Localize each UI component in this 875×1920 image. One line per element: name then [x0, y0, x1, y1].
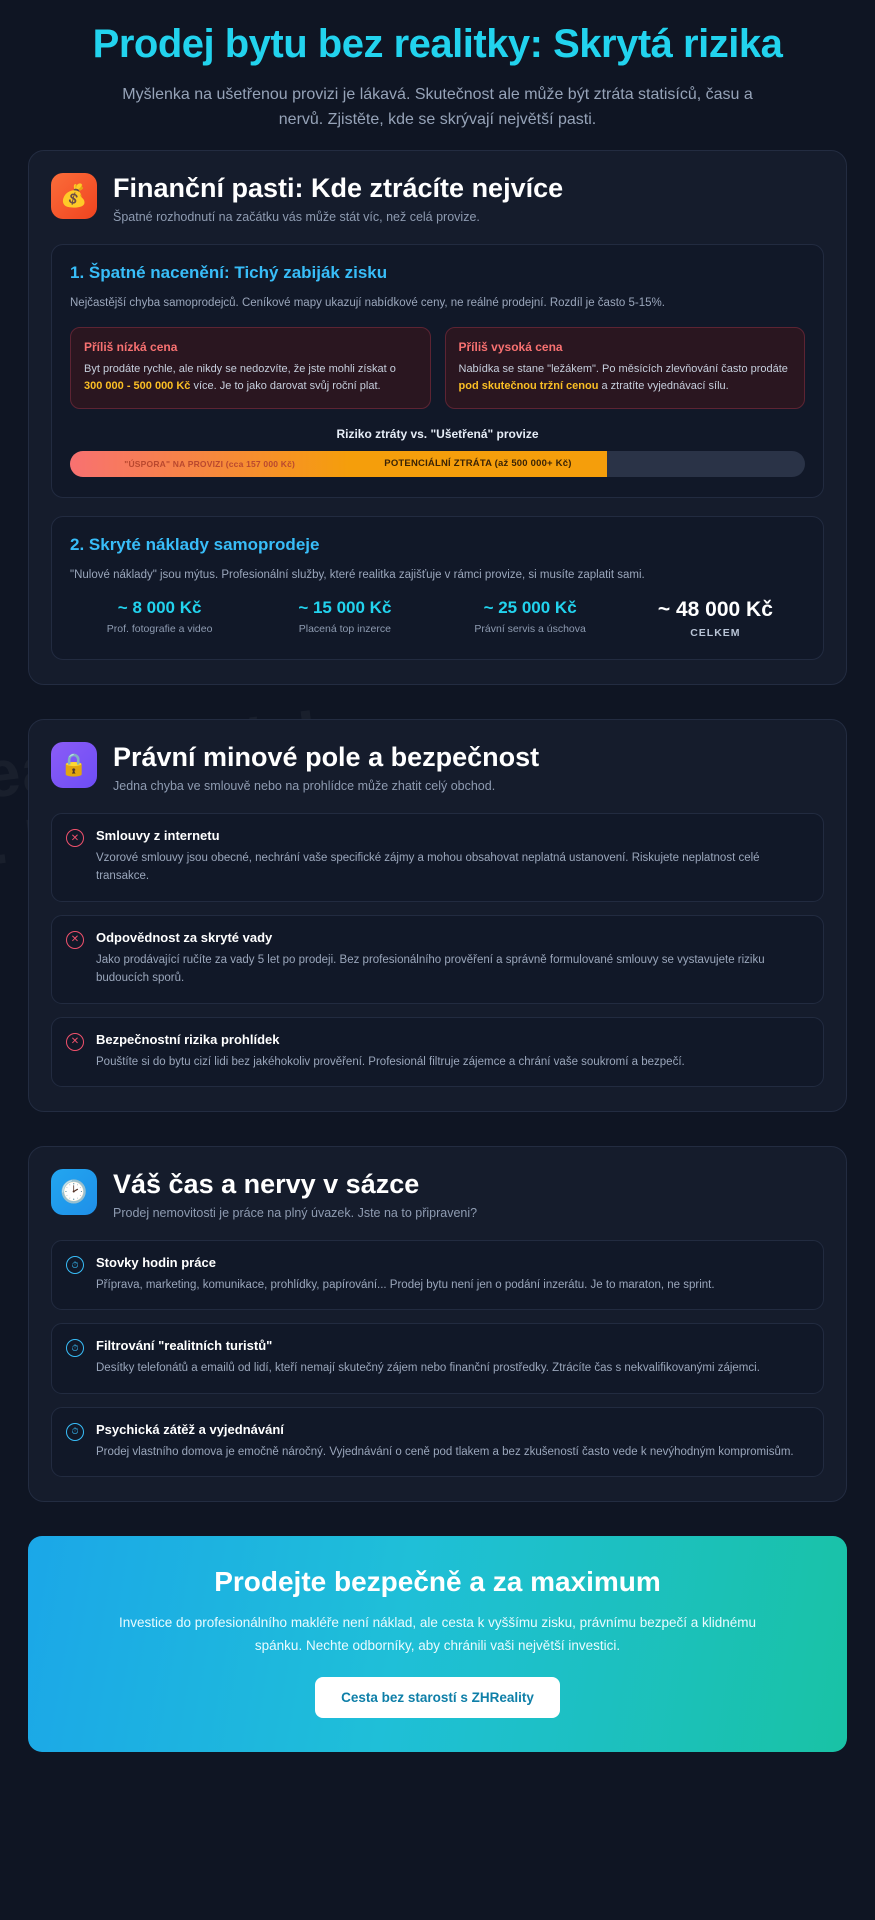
text-before: Byt prodáte rychle, ale nikdy se nedozvíte, že jste mohli získat o [84, 362, 396, 375]
text-after: více. Je to jako darovat svůj roční plat. [190, 379, 381, 392]
subcard-title: 2. Skryté náklady samoprodeje [70, 534, 320, 554]
list-item-title: Smlouvy z internetu [96, 828, 220, 844]
page-title: Prodej bytu bez realitky: Skrytá rizika [92, 22, 783, 66]
list-item [51, 1240, 824, 1310]
cost-value: ~ 15 000 Kč [298, 598, 392, 618]
cost-label: CELKEM [690, 627, 741, 640]
cost-value: ~ 48 000 Kč [657, 598, 773, 622]
price-box-too-high [445, 327, 806, 409]
price-box-title: Příliš vysoká cena [458, 339, 563, 354]
section-time-and-nerves [28, 1146, 847, 1502]
list-item-text: Vzorové smlouvy jsou obecné, nechrání vaše specifické zájmy a mohou obsahovat neplatná ustanovení. Riskujete neplatnost celé transakce. [96, 852, 760, 883]
list-item-text: Příprava, marketing, komunikace, prohlídky, papírování... Prodej bytu není jen o podání inzerátu. Je to maraton, ne sprint. [96, 1279, 715, 1292]
risk-vs-saving-bar [70, 451, 805, 477]
subcard-hidden-costs [51, 516, 824, 660]
list-item-text: Desítky telefonátů a emailů od lidí, kteří nemají skutečný zájem nebo finanční prostředky. Ztrácíte čas s nekvalifikovanými zájemci. [96, 1362, 760, 1375]
lock-icon: 🔒 [51, 742, 97, 788]
subcard-lead: "Nulové náklady" jsou mýtus. Profesionální služby, které realitka zajišťuje v rámci provize, si musíte zaplatit sami. [70, 568, 645, 581]
section-legal-risks [28, 719, 847, 1112]
clock-icon: 🕑 [51, 1169, 97, 1215]
subcard-lead: Nejčastější chyba samoprodejců. Ceníkové mapy ukazují nabídkové ceny, ne reálné prodejní. Rozdíl je často 5-15%. [70, 297, 665, 310]
price-box-text [459, 361, 792, 395]
list-item-title: Filtrování "realitních turistů" [96, 1338, 273, 1354]
list-item-text: Jako prodávající ručíte za vady 5 let po prodeji. Bez profesionálního prověření a správně formulované smlouvy se vystavujete riziku budoucích sporů. [96, 953, 765, 985]
bar-segment-saving: "ÚSPORA" NA PROVIZI (cca 157 000 Kč) [70, 451, 349, 477]
cta-title: Prodejte bezpečně a za maximum [214, 1566, 661, 1598]
cost-item [70, 598, 249, 639]
cost-grid [70, 598, 805, 639]
hero-header [28, 0, 847, 150]
money-bag-icon: 💰 [51, 173, 97, 219]
subcard-pricing [51, 244, 824, 497]
cost-item [441, 598, 620, 639]
warning-x-icon: ✕ [66, 1033, 84, 1051]
list-item [51, 1407, 824, 1477]
warning-x-icon: ✕ [66, 829, 84, 847]
cta-banner [28, 1536, 847, 1752]
price-box-text [84, 361, 417, 395]
section-title: Váš čas a nervy v sázce [113, 1169, 420, 1200]
list-item [51, 915, 824, 1004]
bar-chart-label: Riziko ztráty vs. "Ušetřená" provize [336, 426, 539, 441]
list-item [51, 1323, 824, 1393]
list-item-title: Stovky hodin práce [96, 1255, 216, 1271]
list-item-title: Bezpečnostní rizika prohlídek [96, 1031, 280, 1047]
price-box-too-low [70, 327, 431, 409]
list-item [51, 813, 824, 902]
cta-text: Investice do profesionálního makléře není náklad, ale cesta k vyššímu zisku, právnímu bezpečí a klidnému spánku. Nechte odborníky, aby chránili vaši největší investici. [118, 1615, 757, 1653]
cta-button[interactable]: Cesta bez starostí s ZHReality [315, 1677, 560, 1718]
section-subtitle: Prodej nemovitosti je práce na plný úvazek. Jste na to připraveni? [113, 1206, 478, 1221]
cost-value: ~ 8 000 Kč [117, 598, 202, 618]
clock-bullet-icon: ⏱ [66, 1339, 84, 1357]
clock-bullet-icon: ⏱ [66, 1423, 84, 1441]
list-item-text: Pouštíte si do bytu cizí lidi bez jakéhokoliv prověření. Profesionál filtruje zájemce a chrání vaše soukromí a bezpečí. [96, 1055, 685, 1068]
text-highlight: pod skutečnou tržní cenou [458, 379, 599, 392]
list-item-title: Odpovědnost za skryté vady [96, 929, 273, 945]
section-subtitle: Jedna chyba ve smlouvě nebo na prohlídce může zhatit celý obchod. [113, 779, 496, 794]
cost-item [255, 598, 434, 639]
cost-label: Prof. fotografie a video [106, 623, 213, 636]
cost-value: ~ 25 000 Kč [483, 598, 577, 618]
subcard-title: 1. Špatné nacenění: Tichý zabiják zisku [70, 263, 388, 283]
section-header [51, 173, 824, 224]
page-subtitle: Myšlenka na ušetřenou provizi je lákavá. Skutečnost ale může být ztráta statisíců, času a nervů. Zjistěte, kde se skrývají největší pasti. [122, 85, 753, 128]
text-highlight: 300 000 - 500 000 Kč [84, 379, 191, 392]
text-before: Nabídka se stane "ležákem". Po měsících zlevňování často prodáte [458, 362, 788, 375]
text-after: a ztratíte vyjednávací sílu. [598, 379, 729, 392]
cost-item-total [626, 598, 805, 639]
section-title: Finanční pasti: Kde ztrácíte nejvíce [113, 173, 564, 204]
list-item [51, 1017, 824, 1087]
cost-label: Právní servis a úschova [474, 623, 586, 636]
warning-x-icon: ✕ [66, 931, 84, 949]
clock-bullet-icon: ⏱ [66, 1256, 84, 1274]
section-title: Právní minové pole a bezpečnost [113, 742, 540, 773]
section-header [51, 742, 824, 793]
cost-label: Placená top inzerce [298, 623, 391, 636]
list-item-title: Psychická zátěž a vyjednávání [96, 1421, 284, 1437]
bar-segment-loss: POTENCIÁLNÍ ZTRÁTA (až 500 000+ Kč) [349, 451, 606, 477]
section-financial-traps [28, 150, 847, 685]
price-risk-grid [70, 327, 805, 409]
section-header [51, 1169, 824, 1220]
list-item-text: Prodej vlastního domova je emočně náročný. Vyjednávání o ceně pod tlakem a bez zkušeností často vede k nevýhodným kompromisům. [96, 1445, 794, 1458]
section-subtitle: Špatné rozhodnutí na začátku vás může stát víc, než celá provize. [113, 210, 480, 225]
price-box-title: Příliš nízká cena [84, 339, 178, 354]
